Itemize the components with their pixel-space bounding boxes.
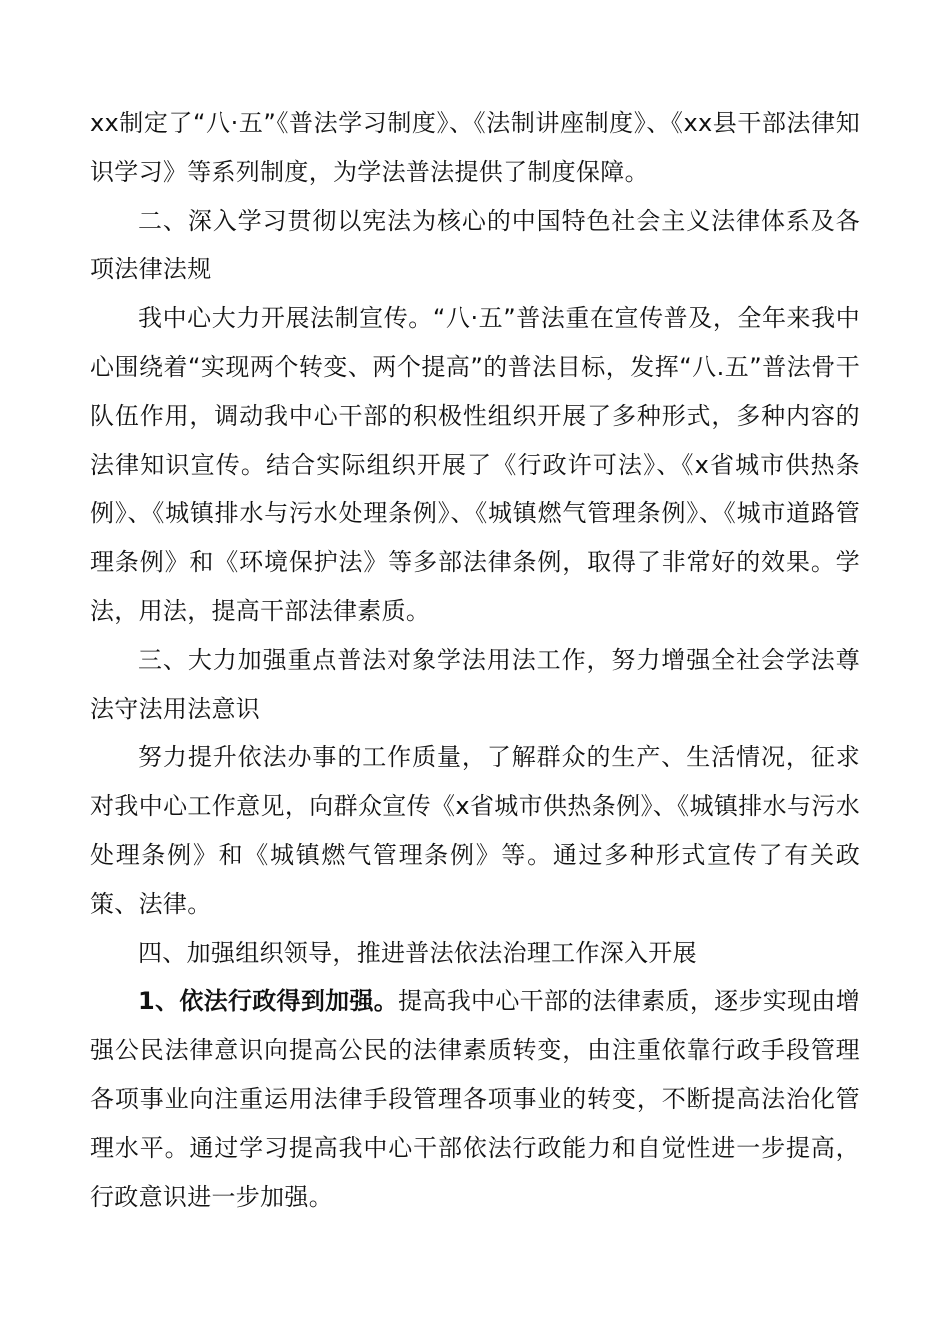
paragraph-continuation: xx制定了“八·五”《普法学习制度》、《法制讲座制度》、《xx县干部法律知识学习》等系列制度，为学法普法提供了制度保障。 (90, 109, 860, 186)
paragraph-administration (90, 977, 860, 1221)
paragraph-work-quality: 努力提升依法办事的工作质量，了解群众的生产、生活情况，征求对我中心工作意见，向群众宣传《x省城市供热条例》、《城镇排水与污水处理条例》和《城镇燃气管理条例》等。通过多种形式宣传了有关政策、法律。 (90, 743, 860, 918)
paragraph-bold-lead: 1、依法行政得到加强。 (138, 987, 399, 1016)
section-heading-3: 三、大力加强重点普法对象学法用法工作，努力增强全社会学法尊法守法用法意识 (90, 645, 860, 723)
paragraph-legal-publicity: 我中心大力开展法制宣传。“八·五”普法重在宣传普及，全年来我中心围绕着“实现两个转变、两个提高”的普法目标，发挥“八.五”普法骨干队伍作用，调动我中心干部的积极性组织开展了多种形式，多种内容的法律知识宣传。结合实际组织开展了《行政许可法》、《x省城市供热条例》、《城镇排水与污水处理条例》、《城镇燃气管理条例》、《城市道路管理条例》和《环境保护法》等多部法律条例，取得了非常好的效果。学法，用法，提高干部法律素质。 (90, 304, 860, 625)
paragraph-body-text: 提高我中心干部的法律素质，逐步实现由增强公民法律意识向提高公民的法律素质转变，由注重依靠行政手段管理各项事业向注重运用法律手段管理各项事业的转变，不断提高法治化管理水平。通过学习提高我中心干部依法行政能力和自觉性进一步提高，行政意识进一步加强。 (90, 987, 861, 1211)
section-heading-2: 二、深入学习贯彻以宪法为核心的中国特色社会主义法律体系及各项法律法规 (90, 206, 860, 284)
section-heading-4: 四、加强组织领导，推进普法依法治理工作深入开展 (138, 938, 697, 967)
document-body (90, 99, 860, 1221)
